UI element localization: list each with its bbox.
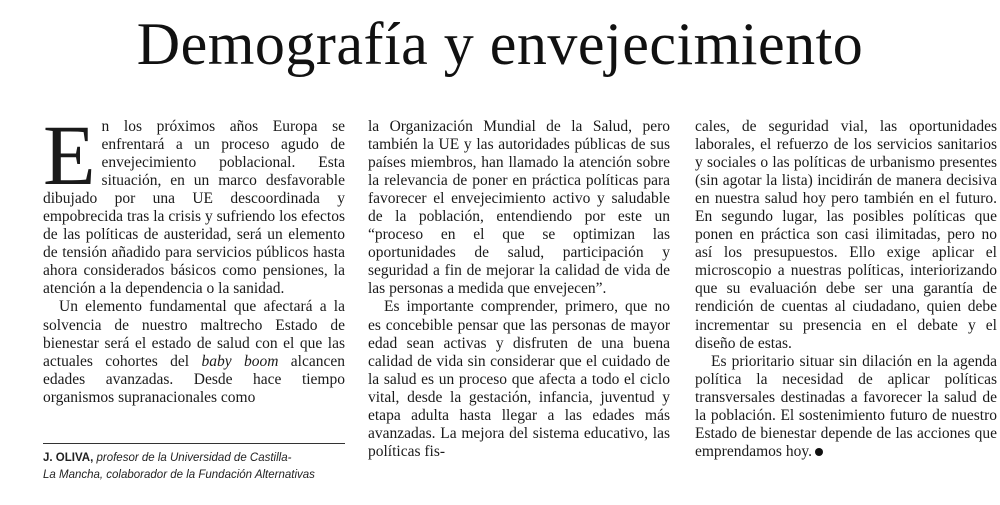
byline-author: J. OLIVA, — [43, 452, 94, 464]
byline — [43, 450, 345, 484]
paragraph — [43, 298, 345, 406]
paragraph: la Organización Mundial de la Salud, pero también la UE y las autoridades públicas de sus países miembros, han llamado la atención sobre la relevancia de poner en práctica políticas para favorecer el envejecimiento activo y saludable de la población, entendiendo por este un “proceso en el que se optimizan las oportunidades de salud, participación y seguridad a fin de mejorar la calidad de vida de las personas a medida que envejecen”. — [368, 118, 670, 298]
paragraph: cales, de seguridad vial, las oportunidades laborales, el refuerzo de los servicios sanitarios y sociales o las políticas de urbanismo presentes (sin agotar la lista) incidirán de manera decisiva en nuestra salud hoy pero también en el futuro. En segundo lugar, las posibles políticas que ponen en práctica son casi ilimitadas, pero no así los presupuestos. Ello exige aplicar el microscopio a nuestras políticas, interiorizando que su evaluación debe ser una garantía de rendición de cuentas al ciudadano, quien debe incrementar su presencia en el debate y el diseño de estas. — [695, 118, 997, 352]
emphasis-text: baby boom — [201, 352, 279, 370]
byline-role-continued: La Mancha, colaborador de la Fundación Alternativas — [43, 469, 315, 481]
byline-role: profesor de la Universidad de Castilla- — [96, 452, 292, 464]
headline: Demografía y envejecimiento — [136, 11, 864, 77]
paragraph-text: n los próximos años Europa se enfrentará a un proceso agudo de envejecimiento poblacional. Esta situación, en un marco desfavorable dibujado por una UE descoordinada y empobrecida tras la crisis y sufriendo los efectos de las políticas de austeridad, será un elemento de tensión añadido para servicios públicos hasta ahora considerados básicos como pensiones, la atención a la dependencia o la sanidad. — [43, 118, 345, 298]
article-column-3 — [695, 118, 997, 461]
byline-divider — [43, 443, 345, 444]
paragraph-text: alcancen edades avanzadas. Desde hace tiempo organismos supranacionales como — [43, 352, 345, 406]
paragraph — [43, 107, 345, 298]
drop-cap: E — [43, 107, 96, 203]
paragraph-text: Es prioritario situar sin dilación en la agenda política la necesidad de aplicar políticas transversales destinadas a favorecer la salud de la población. El sostenimiento futuro de nuestro Estado de bienestar depende de las acciones que emprendamos hoy. — [695, 352, 997, 460]
paragraph: Es importante comprender, primero, que no es concebible pensar que las personas de mayor edad sean activas y disfruten de una buena calidad de vida sin considerar que el cuidado de la salud es un proceso que afecta a todo el ciclo vital, desde la gestación, infancia, juventud y etapa adulta hasta llegar a las edades más avanzadas. La mejora del sistema educativo, las políticas fis- — [368, 298, 670, 460]
paragraph-text: Un elemento fundamental que afectará a la solvencia de nuestro maltrecho Estado de bienestar será el estado de salud con el que las actuales cohortes del — [43, 298, 345, 370]
end-of-article-bullet-icon — [815, 448, 823, 456]
article-column-1 — [43, 107, 345, 407]
article-column-2 — [368, 118, 670, 461]
paragraph — [695, 353, 997, 461]
